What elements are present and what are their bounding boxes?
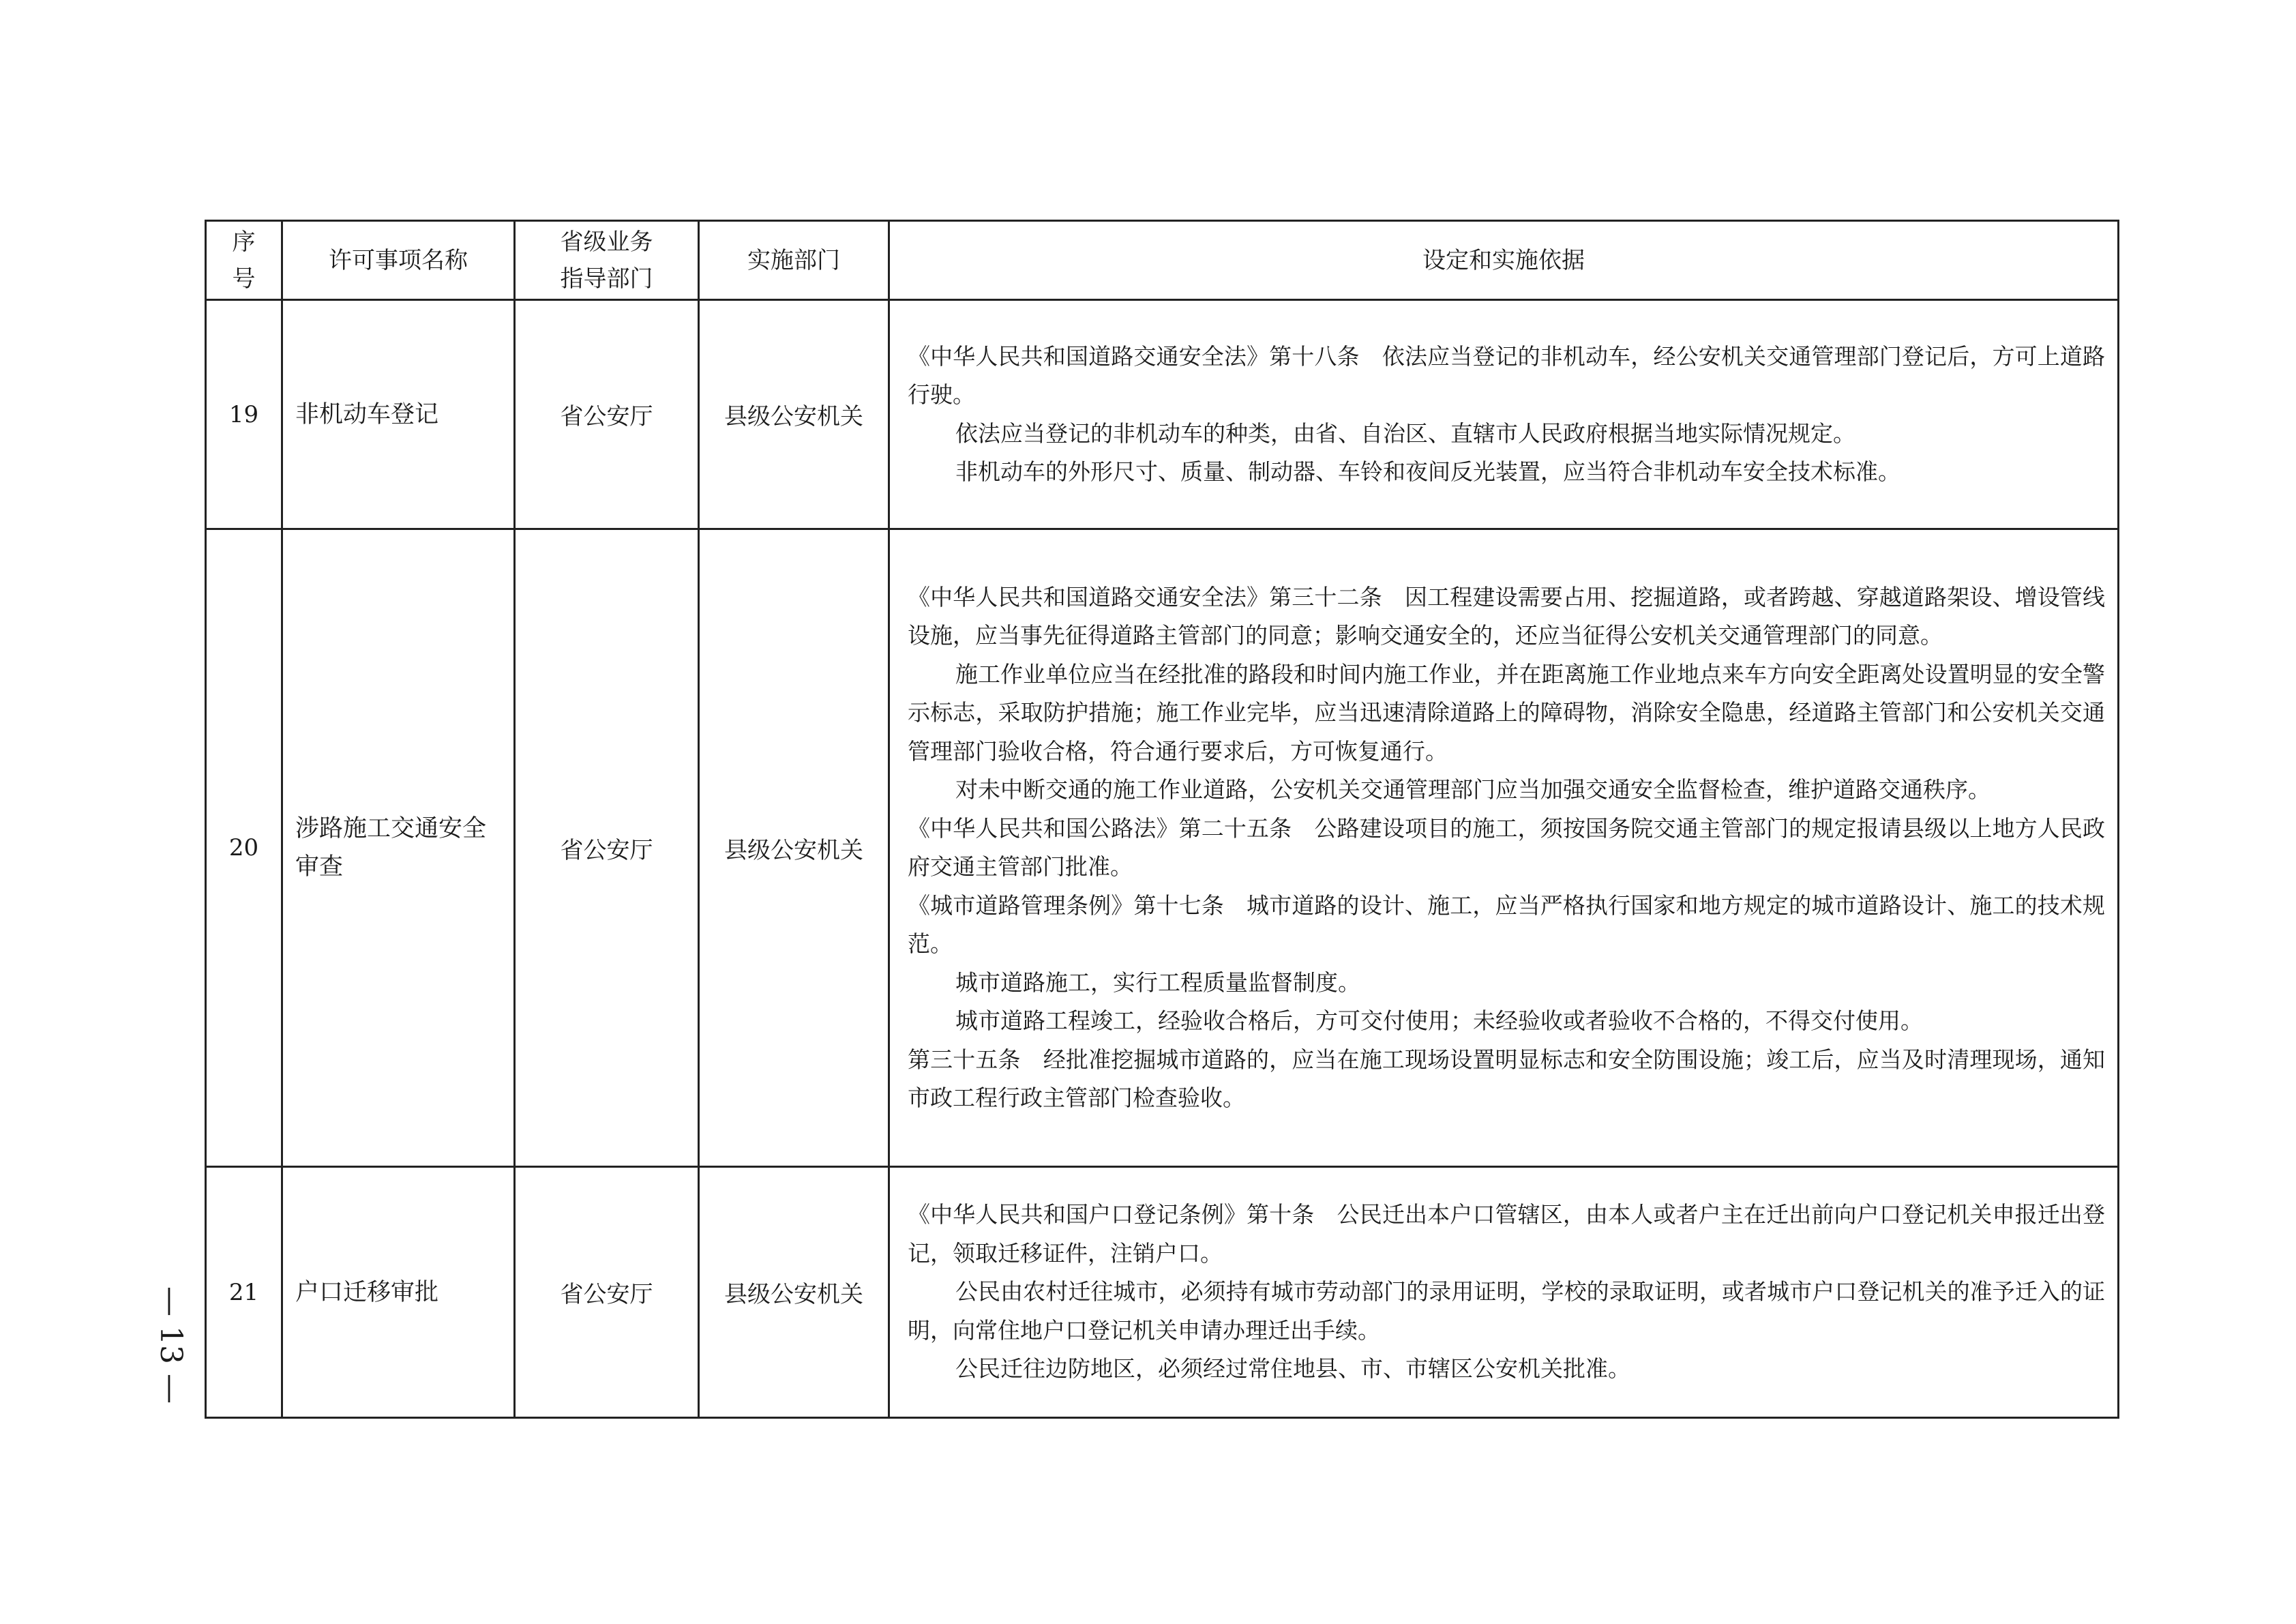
row-name: 涉路施工交通安全审查 — [282, 529, 515, 1167]
basis-paragraph: 《城市道路管理条例》第十七条 城市道路的设计、施工，应当严格执行国家和地方规定的城市道路设计、施工的技术规范。 — [908, 891, 2105, 957]
basis-paragraph: 《中华人民共和国道路交通安全法》第十八条 依法应当登记的非机动车，经公安机关交通管理部门登记后，方可上道路行驶。 — [908, 342, 2105, 408]
basis-paragraph: 公民由农村迁往城市，必须持有城市劳动部门的录用证明，学校的录取证明，或者城市户口登记机关的准予迁入的证明，向常住地户口登记机关申请办理迁出手续。 — [908, 1278, 2105, 1344]
basis-paragraph: 对未中断交通的施工作业道路，公安机关交通管理部门应当加强交通安全监督检查，维护道路交通秩序。 — [955, 776, 1991, 803]
row-seq: 20 — [206, 529, 282, 1167]
row-name: 非机动车登记 — [282, 300, 515, 529]
row-basis — [889, 1167, 2119, 1418]
header-row — [206, 221, 2119, 300]
row-impl: 县级公安机关 — [699, 1167, 889, 1418]
header-name: 许可事项名称 — [282, 221, 515, 300]
header-dept: 省级业务 指导部门 — [515, 221, 699, 300]
row-dept: 省公安厅 — [515, 1167, 699, 1418]
table-row — [206, 300, 2119, 529]
row-impl: 县级公安机关 — [699, 529, 889, 1167]
permit-items-table — [205, 220, 2119, 1419]
table-row — [206, 1167, 2119, 1418]
basis-paragraph: 《中华人民共和国道路交通安全法》第三十二条 因工程建设需要占用、挖掘道路，或者跨越、穿越道路架设、增设管线设施，应当事先征得道路主管部门的同意；影响交通安全的，还应当征得公安机关交通管理部门的同意。 — [908, 583, 2105, 649]
row-seq: 21 — [206, 1167, 282, 1418]
row-impl: 县级公安机关 — [699, 300, 889, 529]
basis-paragraph: 第三十五条 经批准挖掘城市道路的，应当在施工现场设置明显标志和安全防围设施；竣工后，应当及时清理现场，通知市政工程行政主管部门检查验收。 — [908, 1046, 2105, 1111]
basis-paragraph: 城市道路工程竣工，经验收合格后，方可交付使用；未经验收或者验收不合格的，不得交付使用。 — [955, 1007, 1923, 1034]
row-dept: 省公安厅 — [515, 300, 699, 529]
basis-paragraph: 非机动车的外形尺寸、质量、制动器、车铃和夜间反光装置，应当符合非机动车安全技术标准。 — [955, 458, 1900, 485]
row-basis — [889, 300, 2119, 529]
header-seq — [206, 221, 282, 300]
basis-paragraph: 《中华人民共和国公路法》第二十五条 公路建设项目的施工，须按国务院交通主管部门的规定报请县级以上地方人民政府交通主管部门批准。 — [908, 814, 2105, 880]
basis-paragraph: 《中华人民共和国户口登记条例》第十条 公民迁出本户口管辖区，由本人或者户主在迁出前向户口登记机关申报迁出登记，领取迁移证件，注销户口。 — [908, 1201, 2105, 1267]
row-seq: 19 — [206, 300, 282, 529]
page-number: — 13 — — [153, 1286, 188, 1404]
table-row — [206, 529, 2119, 1167]
row-basis — [889, 529, 2119, 1167]
basis-paragraph: 公民迁往边防地区，必须经过常住地县、市、市辖区公安机关批准。 — [955, 1355, 1630, 1383]
header-basis: 设定和实施依据 — [889, 221, 2119, 300]
header-seq-line1: 序 号 — [232, 228, 256, 293]
basis-paragraph: 城市道路施工，实行工程质量监督制度。 — [955, 969, 1360, 996]
basis-paragraph: 施工作业单位应当在经批准的路段和时间内施工作业，并在距离施工作业地点来车方向安全距离处设置明显的安全警示标志，采取防护措施；施工作业完毕，应当迅速清除道路上的障碍物，消除安全隐患，经道路主管部门和公安机关交通管理部门验收合格，符合通行要求后，方可恢复通行。 — [908, 660, 2105, 765]
row-name: 户口迁移审批 — [282, 1167, 515, 1418]
basis-paragraph: 依法应当登记的非机动车的种类，由省、自治区、直辖市人民政府根据当地实际情况规定。 — [955, 419, 1855, 447]
header-impl: 实施部门 — [699, 221, 889, 300]
row-dept: 省公安厅 — [515, 529, 699, 1167]
